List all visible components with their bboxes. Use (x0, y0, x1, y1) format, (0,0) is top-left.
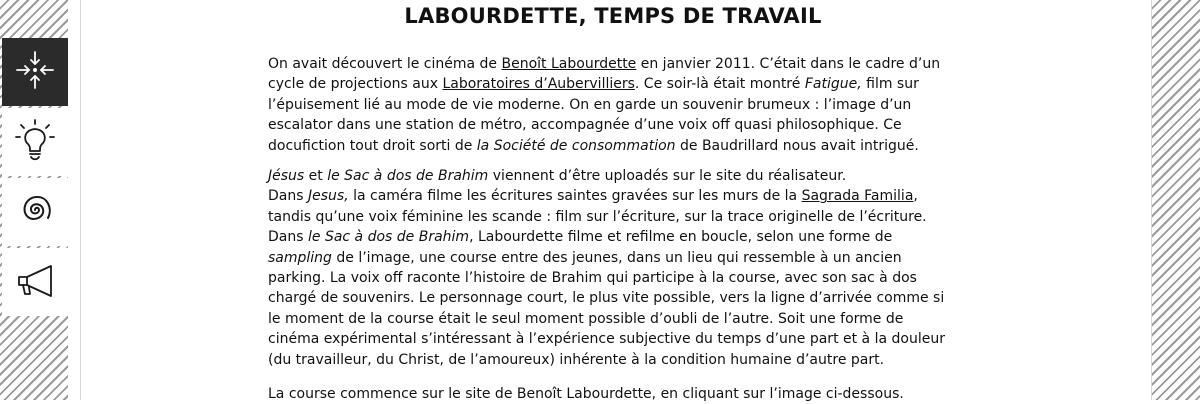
text: , tandis qu’une voix féminine les scande : film sur l’écriture, sur la trace originelle de l’écriture. (268, 188, 927, 225)
text: en janvier 2011. C’était dans le cadre d’un cycle de projections aux (268, 56, 941, 93)
text: film sur l’épuisement lié au mode de vie moderne. On en garde un souvenir brumeux : l’image d’un escalator dans une station de métro, accompagnée d’une voix off quasi philosophique. Ce docufiction tout droit sorti de (268, 76, 919, 154)
article-title: LABOURDETTE, TEMPS DE TRAVAIL (404, 4, 822, 28)
paragraph-intro (268, 54, 958, 156)
link-sagrada-familia[interactable]: Sagrada Familia (801, 188, 914, 205)
text: de l’image, une course entre des jeunes, dans un lieu qui ressemble à un ancien parking. La voix off raconte l’histoire de Brahim qui participe à la course, avec son sac à dos chargé de souvenirs. Le personnage court, le plus vite possible, vers la ligne d’arrivée comme si le moment de la course était le seul moment possible d’oubli de l’autre. Soit une forme de cinéma expérimental s’intéressant à l’expérience subjective du temps d’une part et à la douleur (du travailleur, du Christ, de l’amoureux) inhérente à la condition humaine d’autre part. (268, 249, 945, 368)
lightbulb-icon (11, 116, 59, 169)
text: Dans (268, 229, 308, 246)
compress-arrows-icon (11, 46, 59, 99)
sidebar-item-compress[interactable] (2, 38, 68, 106)
sidebar-item-spiral[interactable] (2, 178, 68, 246)
right-hatched-margin (1152, 0, 1200, 400)
paragraph-films (268, 166, 958, 370)
sidebar-item-announce[interactable] (2, 248, 68, 316)
film-title-sac: le Sac à dos de Brahim (327, 168, 489, 184)
film-title-jesus-2: Jesus, (307, 188, 349, 205)
text: On avait découvert le cinéma de (268, 56, 502, 72)
text: viennent d’être uploadés sur le site du réalisateur. (488, 168, 847, 184)
text: la caméra filme les écritures saintes gravées sur les murs de la (348, 188, 802, 205)
film-title-fatigue: Fatigue, (804, 76, 862, 93)
text: de Baudrillard nous avait intrigué. (675, 137, 919, 154)
link-laboratoires-aubervilliers[interactable]: Laboratoires d’Aubervilliers (442, 76, 635, 93)
sidebar (0, 0, 68, 400)
text: . Ce soir-là était montré (634, 76, 805, 93)
sidebar-item-ideas[interactable] (2, 108, 68, 176)
text: Dans (268, 188, 308, 205)
text: et (304, 168, 328, 184)
text: , Labourdette filme et refilme en boucle, selon une forme de (469, 229, 893, 246)
paragraph-outro (268, 384, 958, 404)
megaphone-icon (11, 256, 59, 309)
spiral-icon (11, 186, 59, 239)
book-title-societe: la Société de consommation (476, 137, 676, 154)
term-sampling: sampling (268, 249, 332, 266)
text: La course commence sur le site de Benoît Labourdette, en cliquant sur l’image ci-dessous. (268, 386, 904, 402)
film-title-sac-2: le Sac à dos de Brahim (307, 229, 470, 246)
link-benoit-labourdette[interactable]: Benoît Labourdette (501, 56, 637, 72)
film-title-jesus: Jésus (268, 168, 305, 184)
